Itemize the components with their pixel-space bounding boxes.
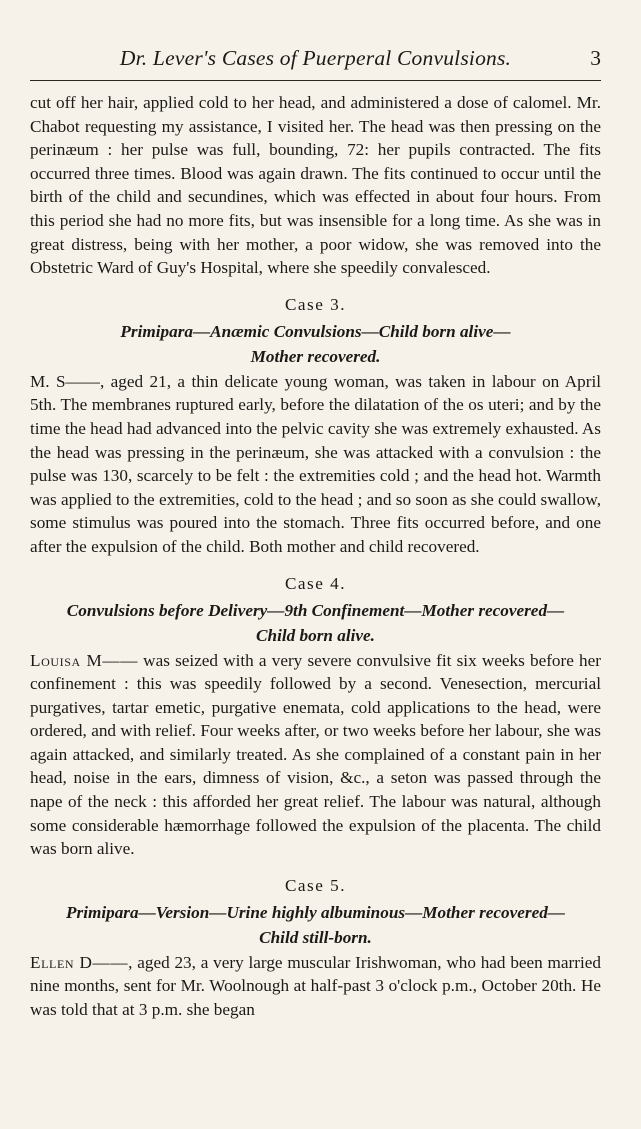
- case-5-patient-name: Ellen D——: [30, 952, 129, 972]
- case-3-paragraph: [30, 370, 601, 559]
- case-3-text: , aged 21, a thin delicate young woman, was taken in labour on April 5th. The membranes ruptured early, before the dilatation of the os uteri; and by the time the head had advanced into the pelvic cavity she was extremely exhausted. As the head was pressing in the perinæum, she was attacked with a convulsion : the pulse was 130, scarcely to be felt : the extremities cold ; and the head hot. Warmth was applied to the extremities, cold to the head ; and so soon as she could swallow, some stimulus was poured into the stomach. Three fits occurred before, and one after the expulsion of the child. Both mother and child recovered.: [30, 371, 601, 556]
- case-3-patient-name: M. S——: [30, 371, 100, 391]
- case-3-heading: Case 3.: [284, 294, 347, 314]
- case-3-subtitle-line-1: Primipara—Anæmic Convulsions—Child born alive—: [120, 321, 511, 341]
- running-title: Dr. Lever's Cases of Puerperal Convulsions.: [119, 46, 512, 70]
- page-number: 3: [590, 46, 601, 70]
- case-5-subtitle-line-2: Child still-born.: [259, 927, 372, 947]
- case-5-paragraph: [30, 951, 601, 1022]
- case-4-patient-name: Louisa M——: [30, 650, 138, 670]
- case-5-heading: Case 5.: [284, 875, 347, 895]
- case-4-subtitle-line-1: Convulsions before Delivery—9th Confinement—Mother recovered—: [66, 600, 565, 620]
- case-4-heading: Case 4.: [284, 573, 347, 593]
- case-5-text: , aged 23, a very large muscular Irishwoman, who had been married nine months, sent for Mr. Woolnough at half-past 3 o'clock p.m., October 20th. He was told that at 3 p.m. she began: [30, 952, 602, 1020]
- case-3-subtitle-line-2: Mother recovered.: [250, 346, 381, 366]
- case-4-subtitle-line-2: Child born alive.: [256, 625, 375, 645]
- page-header: [30, 46, 601, 81]
- case-5-subtitle-line-1: Primipara—Version—Urine highly albuminous—Mother recovered—: [66, 902, 565, 922]
- case-4-text: was seized with a very severe convulsive fit six weeks before her confinement : this was speedily followed by a second. Venesection, mercurial purgatives, tartar emetic, purgative enemata, cold applications to the head, were ordered, and with relief. Four weeks after, or two weeks before her labour, she was again attacked, and similarly treated. As she complained of a constant pain in her head, noise in the ears, dimness of vision, &c., a seton was passed through the nape of the neck : this afforded her great relief. The labour was natural, although some considerable hæmorrhage followed the expulsion of the placenta. The child was born alive.: [30, 650, 601, 859]
- intro-paragraph: cut off her hair, applied cold to her head, and administered a dose of calomel. Mr. Chabot requesting my assistance, I visited her. The head was then pressing on the perinæum : her pulse was full, bounding, 72: her pupils contracted. The fits occurred three times. Blood was again drawn. The fits continued to occur until the birth of the child and secundines, which was effected in about four hours. From this period she had no more fits, but was insensible for a long time. As she was in great distress, being with her mother, a poor widow, she was removed into the Obstetric Ward of Guy's Hospital, where she speedily convalesced.: [30, 93, 601, 278]
- case-4-paragraph: [30, 649, 601, 861]
